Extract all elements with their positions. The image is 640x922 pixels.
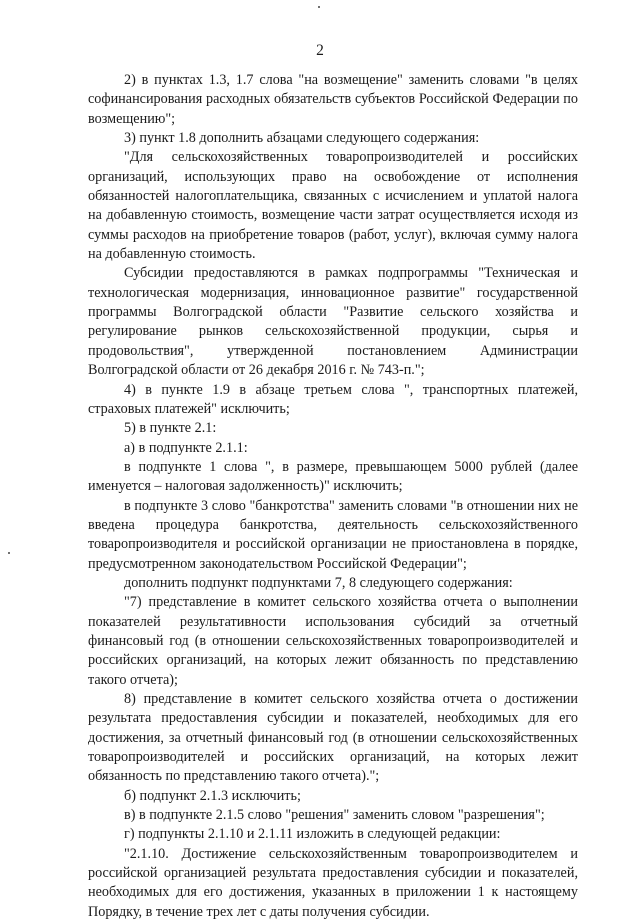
paragraph: г) подпункты 2.1.10 и 2.1.11 изложить в следующей редакции: bbox=[124, 826, 501, 843]
paragraph: в) в подпункте 2.1.5 слово "решения" заменить словом "разрешения"; bbox=[124, 807, 545, 824]
paragraph: дополнить подпункт подпунктами 7, 8 следующего содержания: bbox=[124, 574, 513, 591]
paragraph: 3) пункт 1.8 дополнить абзацами следующего содержания: bbox=[124, 130, 480, 147]
paragraph: "2.1.10. Достижение сельскохозяйственным товаропроизводителем и российской организацией результата предоставления субсидии и показателей, необходимых для его достижения, указанных в приложении 1 к настоящему Порядку, в течение трех лет с даты получения субсидии. bbox=[88, 845, 578, 920]
scan-dot bbox=[318, 6, 320, 8]
paragraph: Субсидии предоставляются в рамках подпрограммы "Техническая и технологическая модернизация, инновационное развитие" государственной программы Волгоградской области "Развитие сельского хозяйства и регулирование рынков сельскохозяйственной продукции, сырья и продовольствия", утвержденной постановлением Администрации Волгоградской области от 26 декабря 2016 г. № 743-п."; bbox=[88, 265, 578, 379]
paragraph: 2) в пунктах 1.3, 1.7 слова "на возмещение" заменить словами "в целях софинансирования расходных обязательств субъектов Российской Федерации по возмещению"; bbox=[88, 72, 578, 127]
paragraph: "Для сельскохозяйственных товаропроизводителей и российских организаций, использующих право на освобождение от исполнения обязанностей налогоплательщика, связанных с исчислением и уплатой налога на добавленную стоимость, возмещение части затрат осуществляется исходя из суммы расходов на приобретение товаров (работ, услуг), включая сумму налога на добавленную стоимость. bbox=[88, 149, 578, 263]
paragraph: 8) представление в комитет сельского хозяйства отчета о достижении результата предоставления субсидии и показателей, необходимых для его достижения, за отчетный финансовый год (в отношении сельскохозяйственных товаропроизводителей и российских организаций, на которых лежит обязанность по представлению такого отчета)."; bbox=[88, 691, 578, 785]
paragraph: "7) представление в комитет сельского хозяйства отчета о выполнении показателей результативности использования субсидий за отчетный финансовый год (в отношении сельскохозяйственных товаропроизводителей и российских организаций, на которых лежит обязанность по представлению такого отчета); bbox=[88, 594, 578, 688]
paragraph: 5) в пункте 2.1: bbox=[124, 420, 217, 437]
paragraph: 4) в пункте 1.9 в абзаце третьем слова ", транспортных платежей, страховых платежей" исключить; bbox=[88, 381, 578, 417]
paragraph: в подпункте 3 слово "банкротства" заменить словами "в отношении них не введена процедура банкротства, деятельность сельскохозяйственного товаропроизводителя и российской организации не приостановлена в порядке, предусмотренном законодательством Российской Федерации"; bbox=[88, 497, 578, 572]
scan-dot bbox=[8, 552, 10, 554]
paragraph: в подпункте 1 слова ", в размере, превышающем 5000 рублей (далее именуется – налоговая задолженность)" исключить; bbox=[88, 458, 578, 495]
page-number: 2 bbox=[316, 42, 324, 59]
document-body bbox=[88, 71, 578, 922]
paragraph: а) в подпункте 2.1.1: bbox=[124, 439, 248, 456]
paragraph: б) подпункт 2.1.3 исключить; bbox=[124, 787, 301, 804]
